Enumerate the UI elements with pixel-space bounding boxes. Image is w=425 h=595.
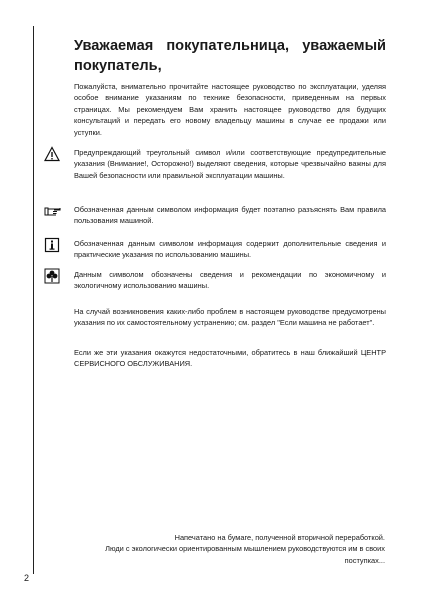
- info-paragraph: Обозначенная данным символом информация содержит дополнительные сведения и практические указания по использованию машины.: [74, 239, 386, 260]
- eco-paragraph: Данным символом обозначены сведения и рекомендации по экономичному и экологичному использованию машины.: [74, 270, 386, 291]
- hand-paragraph: Обозначенная данным символом информация будет поэтапно разъяснять Вам правила пользования машиной.: [74, 205, 386, 226]
- page-title: [74, 36, 386, 76]
- margin-rule: [33, 26, 34, 574]
- title-line-1: Уважаемая покупательница, уважаемый: [74, 38, 386, 54]
- eco-clover-icon: [44, 268, 60, 284]
- service-paragraph: Если же эти указания окажутся недостаточными, обратитесь в наш ближайший ЦЕНТР СЕРВИСНОГО ОБСЛУЖИВАНИЯ.: [74, 348, 386, 369]
- footer-line-1: Напечатано на бумаге, полученной вторичной переработкой.: [174, 533, 385, 542]
- pointing-hand-icon: [44, 203, 62, 219]
- info-icon: [44, 237, 60, 253]
- warning-paragraph: Предупреждающий треугольный символ и/или соответствующие предупредительные указания (Внимание!, Осторожно!) выделяют сведения, которые чрезвычайно важны для Вашей безопасности или правильной эксплуатации машины.: [74, 148, 386, 180]
- recycled-paper-note: [65, 532, 385, 566]
- warning-triangle-icon: [44, 146, 60, 162]
- title-line-2: покупатель,: [74, 58, 162, 74]
- intro-paragraph: Пожалуйста, внимательно прочитайте настоящее руководство по эксплуатации, уделяя особое внимание указаниям по технике безопасности, приведенным на первых страницах. Мы рекомендуем Вам хранить настоящее руководство для будущих консультаций и передать его новому владельцу машины в случае ее продажи или уступки.: [74, 82, 386, 137]
- problems-paragraph: На случай возникновения каких-либо проблем в настоящем руководстве предусмотрены указания по их самостоятельному устранению; см. раздел "Если машина не работает".: [74, 307, 386, 328]
- footer-line-3: поступках...: [344, 555, 385, 565]
- page-number: 2: [24, 573, 30, 583]
- footer-line-2: Люди с экологически ориентированным мышлением руководствуются им в своих: [105, 544, 385, 554]
